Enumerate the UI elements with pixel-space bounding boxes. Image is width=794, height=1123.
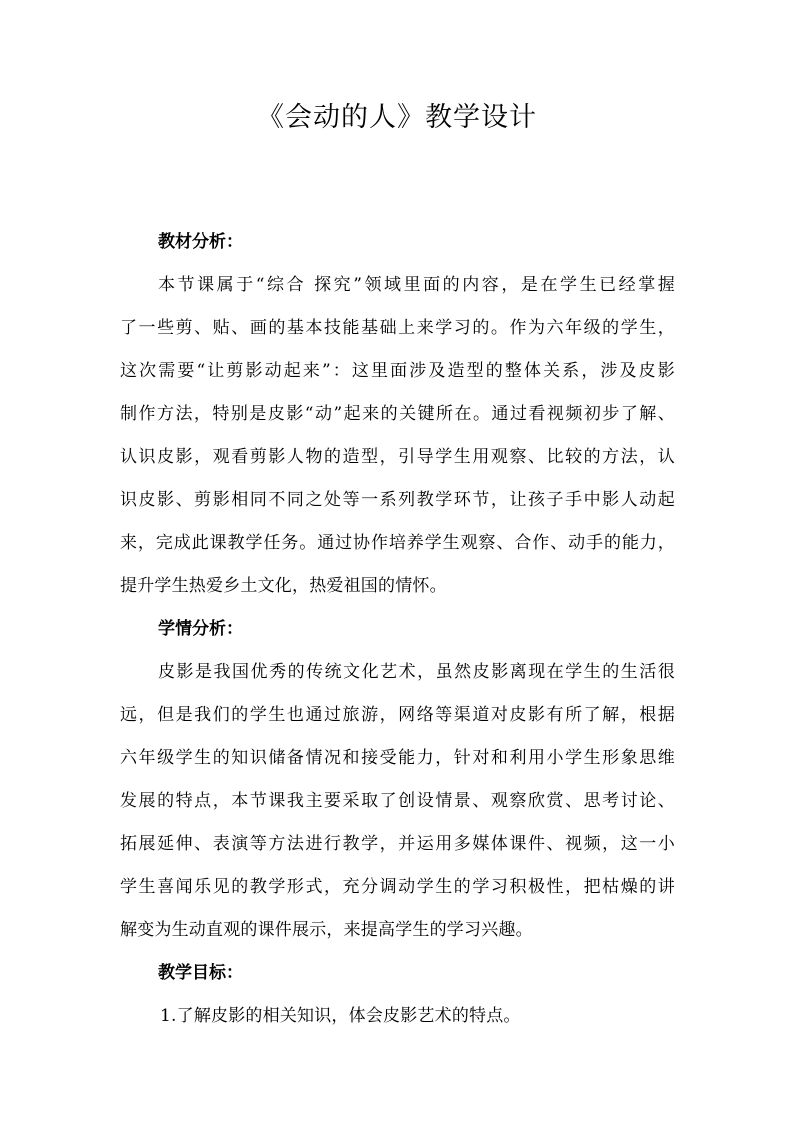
section-heading-learner-analysis: 学情分析： <box>158 619 243 639</box>
paragraph-line: 了一些剪、贴、画的基本技能基础上来学习的。作为六年级的学生， <box>120 318 675 338</box>
paragraph-line: 本节课属于“综合 探究”领域里面的内容，是在学生已经掌握 <box>158 275 675 295</box>
paragraph-line: 六年级学生的知识储备情况和接受能力，针对和利用小学生形象思维 <box>120 748 675 768</box>
paragraph-line: 远，但是我们的学生也通过旅游，网络等渠道对皮影有所了解，根据 <box>120 705 675 725</box>
paragraph-line: 识皮影、剪影相同不同之处等一系列教学环节，让孩子手中影人动起 <box>120 490 675 510</box>
paragraph-line: 认识皮影，观看剪影人物的造型，引导学生用观察、比较的方法，认 <box>120 447 675 467</box>
section-heading-textbook-analysis: 教材分析： <box>158 232 243 252</box>
objective-item: 1.了解皮影的相关知识，体会皮影艺术的特点。 <box>160 1006 521 1026</box>
paragraph-line: 制作方法，特别是皮影“动”起来的关键所在。通过看视频初步了解、 <box>120 404 675 424</box>
paragraph-line: 学生喜闻乐见的教学形式，充分调动学生的学习积极性，把枯燥的讲 <box>120 877 675 897</box>
document-body <box>120 221 675 1038</box>
paragraph-line: 提升学生热爱乡土文化，热爱祖国的情怀。 <box>120 576 447 596</box>
paragraph-line: 皮影是我国优秀的传统文化艺术，虽然皮影离现在学生的生活很 <box>158 662 675 682</box>
paragraph-line: 来，完成此课教学任务。通过协作培养学生观察、合作、动手的能力， <box>120 533 675 553</box>
paragraph-line: 解变为生动直观的课件展示，来提高学生的学习兴趣。 <box>120 920 533 940</box>
paragraph-line: 发展的特点，本节课我主要采取了创设情景、观察欣赏、思考讨论、 <box>120 791 675 811</box>
document-title: 《会动的人》教学设计 <box>257 102 537 133</box>
paragraph-line: 这次需要“让剪影动起来”：这里面涉及造型的整体关系，涉及皮影 <box>120 361 675 381</box>
section-heading-teaching-objectives: 教学目标： <box>158 963 243 983</box>
paragraph-line: 拓展延伸、表演等方法进行教学，并运用多媒体课件、视频，这一小 <box>120 834 675 854</box>
